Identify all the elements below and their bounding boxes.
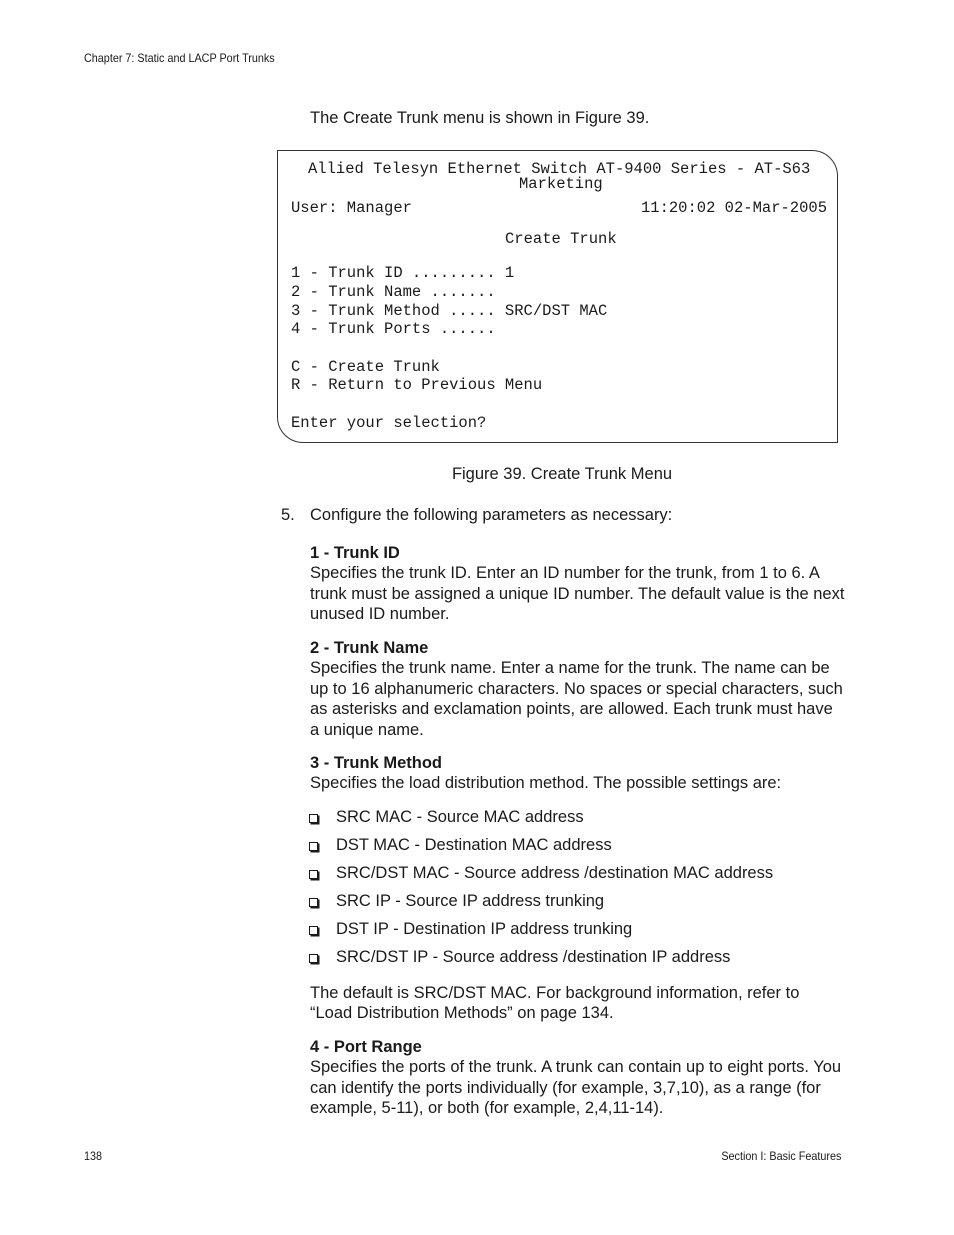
intro-text: The Create Trunk menu is shown in Figure 39. [310, 109, 650, 127]
terminal-datetime: 11:20:02 02-Mar-2005 [640, 199, 827, 217]
param-trunk-method [310, 753, 845, 794]
step-number: 5. [281, 506, 295, 524]
checkbox-bullet-icon [309, 898, 318, 907]
param-heading: 1 - Trunk ID [310, 544, 400, 562]
checkbox-bullet-icon [309, 842, 318, 851]
step-item [281, 506, 672, 525]
param-heading: 4 - Port Range [310, 1038, 422, 1056]
checkbox-bullet-icon [309, 814, 318, 823]
terminal-action-return: R - Return to Previous Menu [291, 376, 543, 394]
figure-caption: Figure 39. Create Trunk Menu [451, 465, 673, 483]
terminal-title-line2: Marketing [519, 175, 603, 193]
checkbox-bullet-icon [309, 926, 318, 935]
list-item: SRC MAC - Source MAC address [309, 807, 773, 835]
param-body: Specifies the trunk name. Enter a name for the trunk. The name can be up to 16 alphanumeric characters. No spaces or special characters, such as asterisks and exclamation points, are allowed. Each trunk must have a unique name. [310, 659, 843, 739]
default-note: The default is SRC/DST MAC. For background information, refer to “Load Distribution Methods” on page 134. [310, 984, 800, 1023]
terminal-action-create: C - Create Trunk [291, 358, 440, 376]
terminal-screen [277, 150, 838, 443]
param-body: Specifies the trunk ID. Enter an ID number for the trunk, from 1 to 6. A trunk must be assigned a unique ID number. The default value is the next unused ID number. [310, 564, 845, 624]
terminal-option-trunk-ports: 4 - Trunk Ports ...... [291, 320, 496, 338]
param-heading: 3 - Trunk Method [310, 754, 442, 772]
running-header: Chapter 7: Static and LACP Port Trunks [84, 51, 275, 65]
terminal-prompt: Enter your selection? [291, 414, 487, 432]
terminal-option-trunk-method: 3 - Trunk Method ..... SRC/DST MAC [291, 302, 608, 320]
list-item: DST IP - Destination IP address trunking [309, 919, 773, 947]
list-item: SRC IP - Source IP address trunking [309, 891, 773, 919]
terminal-user: User: Manager [291, 199, 412, 217]
param-port-range [310, 1037, 845, 1119]
terminal-option-trunk-name: 2 - Trunk Name ....... [291, 283, 496, 301]
list-item: DST MAC - Destination MAC address [309, 835, 773, 863]
method-list [309, 807, 773, 975]
checkbox-bullet-icon [309, 870, 318, 879]
param-trunk-name [310, 638, 845, 740]
terminal-title-line1: Allied Telesyn Ethernet Switch AT-9400 Series - AT-S63 [308, 160, 811, 178]
param-body: Specifies the load distribution method. The possible settings are: [310, 774, 782, 793]
checkbox-bullet-icon [309, 954, 318, 963]
param-trunk-id [310, 543, 845, 625]
list-item: SRC/DST MAC - Source address /destination MAC address [309, 863, 773, 891]
param-heading: 2 - Trunk Name [310, 639, 429, 657]
page-number: 138 [84, 1149, 103, 1163]
list-item: SRC/DST IP - Source address /destination IP address [309, 947, 773, 975]
section-footer: Section I: Basic Features [720, 1149, 841, 1163]
step-text: Configure the following parameters as necessary: [310, 506, 673, 524]
terminal-option-trunk-id: 1 - Trunk ID ......... 1 [291, 264, 515, 282]
terminal-menu-title: Create Trunk [505, 230, 617, 248]
param-body: Specifies the ports of the trunk. A trunk can contain up to eight ports. You can identify the ports individually (for example, 3,7,10), as a range (for example, 5-11), or both (for example, 2,4,11-14). [310, 1058, 842, 1118]
